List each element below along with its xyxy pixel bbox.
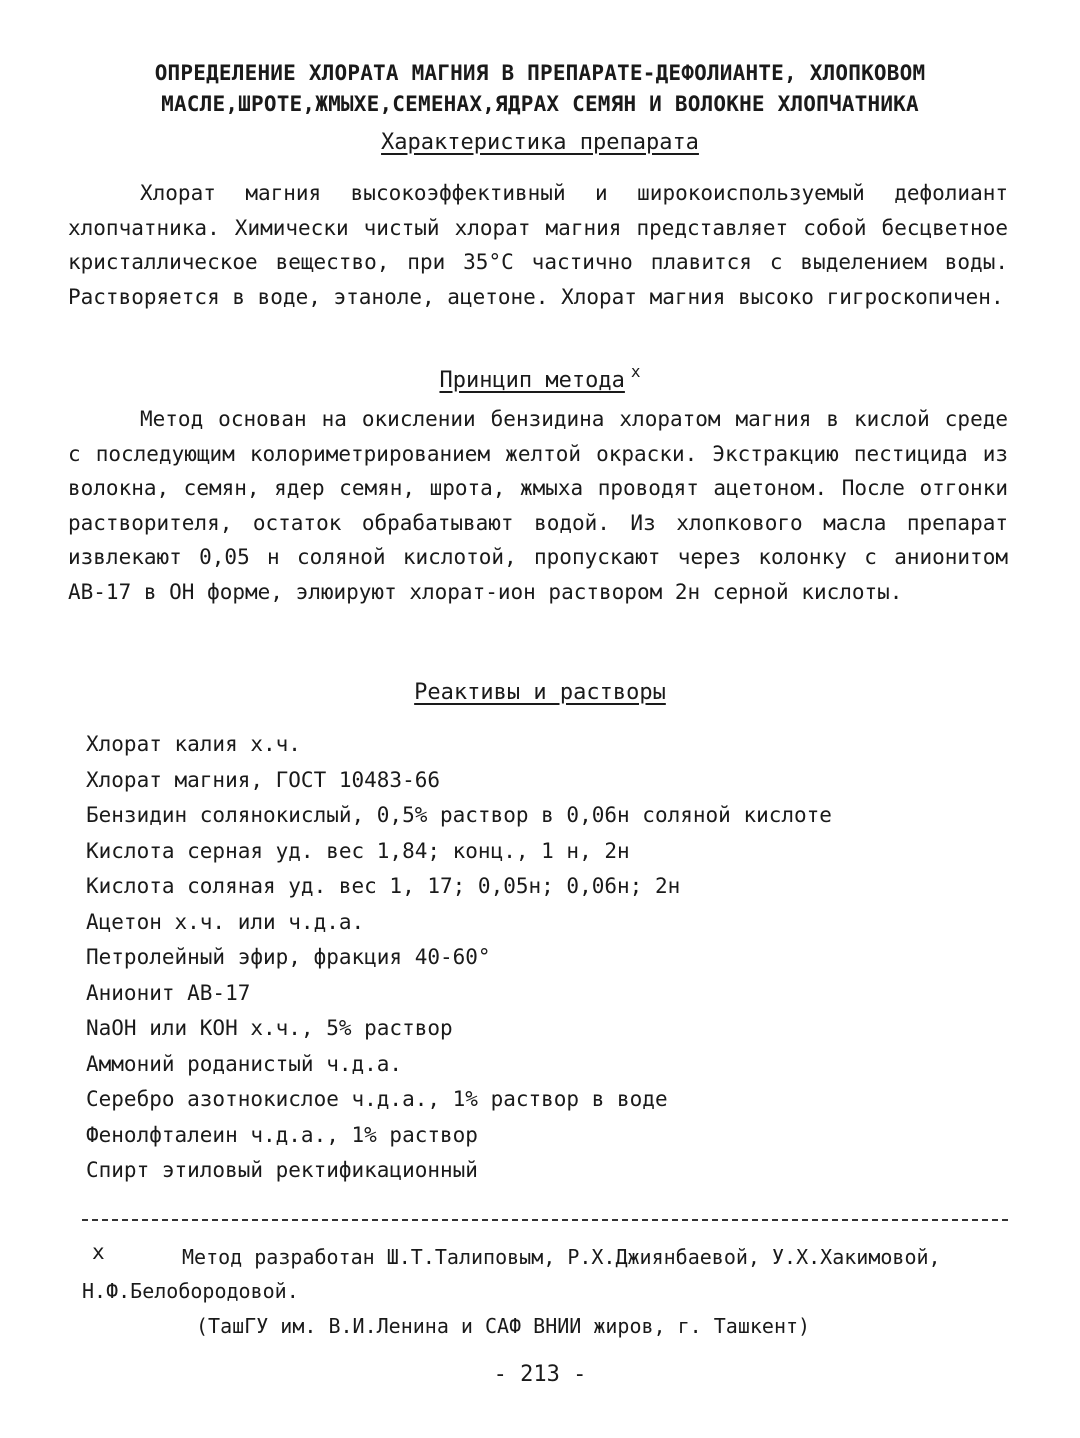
paragraph-characteristics: Хлорат магния высокоэффективный и широкоиспользуемый дефолиант хлопчатника. Химически чистый хлорат магния представляет собой бесцветное кристаллическое вещество, при 35°C частично плавится с выделением воды. Растворяется в воде, этаноле, ацетоне. Хлорат магния высоко гигроскопичен. [68,181,1008,309]
footnote-affiliation: (ТашГУ им. В.И.Ленина и САФ ВНИИ жиров, г. Ташкент) [196,1314,811,1338]
reagent-item: Кислота соляная уд. вес 1, 17; 0,05н; 0,06н; 2н [86,874,681,898]
reagent-item: NaOH или КОН х.ч., 5% раствор [86,1016,453,1040]
reagent-item: Хлорат магния, ГОСТ 10483-66 [86,767,441,792]
footnote-mark: x [92,1240,105,1264]
reagent-item: Ацетон х.ч. или ч.д.а. [86,909,365,934]
reagent-item: Фенолфталеин ч.д.а., 1% раствор [86,1122,478,1147]
reagent-item: Серебро азотнокислое ч.д.а., 1% раствор в воде [86,1087,668,1111]
paragraph-principle: Метод основан на окислении бензидина хлоратом магния в кислой среде с последующим колориметрированием желтой окраски. Экстракцию пестицида из волокна, семян, ядер семян, шрота, жмыха проводят ацетоном. После отгонки растворителя, остаток обрабатывают водой. Из хлопкового масла препарат извлекают 0,05 н соляной кислотой, пропускают через колонку с анионитом АВ-17 в ОН форме, элюируют хлорат-ион раствором 2н серной кислоты. [68,407,1008,604]
title-line-2: МАСЛЕ,ШРОТЕ,ЖМЫХЕ,СЕМЕНАХ,ЯДРАХ СЕМЯН И ВОЛОКНЕ ХЛОПЧАТНИКА [161,92,919,116]
reagent-item: Аммоний роданистый ч.д.а. [86,1051,403,1076]
document-title [60,58,1020,120]
reagent-item: Хлорат калия х.ч. [86,732,301,756]
reagent-item: Анионит АВ-17 [86,980,251,1005]
reagent-item: Бензидин солянокислый, 0,5% раствор в 0,06н соляной кислоте [86,803,832,827]
page-number: - 213 - [493,1362,587,1387]
heading-principle-label: Принцип метода [439,368,625,393]
reagent-item: Петролейный эфир, фракция 40-60° [86,945,491,969]
footnote-reference-mark: x [630,362,641,381]
reagents-list [86,727,832,1189]
reagent-item: Кислота серная уд. вес 1,84; конц., 1 н, 2н [86,838,630,863]
title-line-1: ОПРЕДЕЛЕНИЕ ХЛОРАТА МАГНИЯ В ПРЕПАРАТЕ-ДЕФОЛИАНТЕ, ХЛОПКОВОМ [154,61,926,85]
heading-characteristics: Характеристика препарата [381,130,699,155]
footnote-text: Метод разработан Ш.Т.Талиповым, Р.Х.Джиянбаевой, У.Х.Хакимовой, Н.Ф.Белобородовой. [82,1245,941,1303]
reagent-item: Спирт этиловый ректификационный [86,1158,478,1182]
heading-principle [0,362,1080,393]
footnote-divider [82,1219,1008,1221]
heading-reagents: Реактивы и растворы [414,680,666,705]
